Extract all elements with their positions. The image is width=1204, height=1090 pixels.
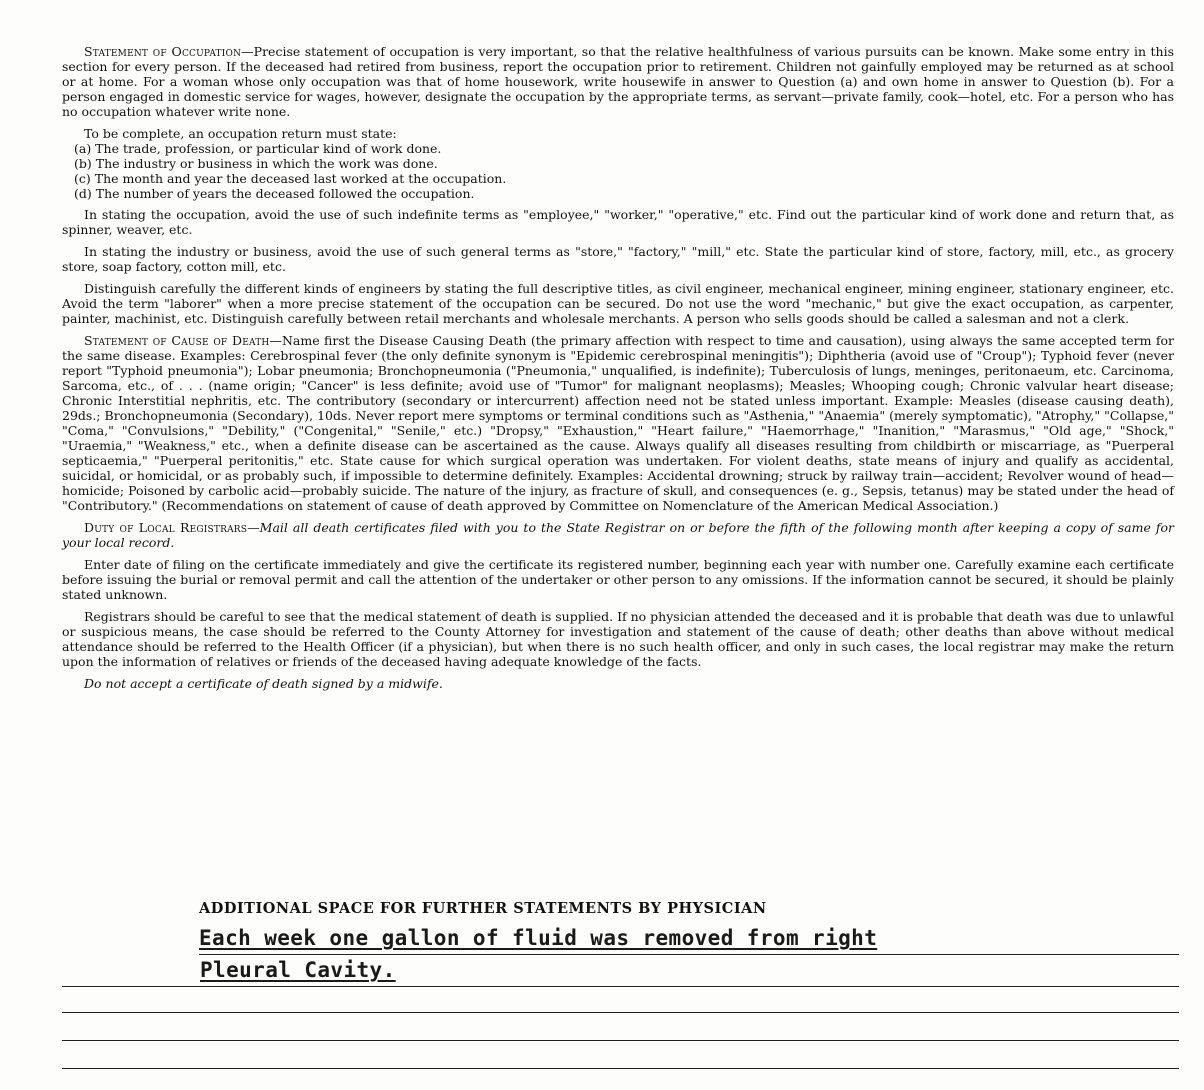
filing-paragraph: Enter date of filing on the certificate immediately and give the certificate its registered number, beginning each year with number one. Carefully examine each certificate before issuing the burial or removal permit and call the attention of the undertaker or other person to any omissions. If the information cannot be secured, it should be plainly stated unknown. bbox=[62, 557, 1174, 602]
requirement-item: (d) The number of years the deceased followed the occupation. bbox=[74, 186, 475, 201]
physician-statement-line-1: Each week one gallon of fluid was removed from right bbox=[199, 926, 878, 950]
occupation-paragraph bbox=[62, 44, 1174, 119]
cause-of-death-heading: Statement of Cause of Death bbox=[84, 333, 270, 348]
engineers-paragraph: Distinguish carefully the different kinds of engineers by stating the full descriptive titles, as civil engineer, mechanical engineer, mining engineer, stationary engineer, etc. Avoid the term "laborer" when a more precise statement of the occupation can be secured. Do not use the word "mechanic," but give the exact occupation, as carpenter, painter, machinist, etc. Distinguish carefully between retail merchants and wholesale merchants. A person who sells goods should be called a salesman and not a clerk. bbox=[62, 281, 1174, 326]
industry-terms-paragraph: In stating the industry or business, avoid the use of such general terms as "store," "factory," "mill," etc. State the particular kind of store, factory, mill, etc., as grocery store, soap factory, cotton mill, etc. bbox=[62, 244, 1174, 274]
requirement-item: (b) The industry or business in which the work was done. bbox=[74, 156, 438, 171]
requirement-item: (c) The month and year the deceased last worked at the occupation. bbox=[74, 171, 507, 186]
registrars-heading: Duty of Local Registrars bbox=[84, 520, 248, 535]
form-rule bbox=[62, 1012, 1179, 1013]
cause-of-death-text: —Name first the Disease Causing Death (the primary affection with respect to time and causation), using always the same accepted term for the same disease. Examples: Cerebrospinal fever (the only definite synonym is "Epidemic cerebrospinal meningitis"); Diphtheria (avoid use of "Croup"); Typhoid fever (never report "Typhoid pneumonia"); Lobar pneumonia; Bronchopneumonia ("Pneumonia," unqualified, is indefinite); Tuberculosis of lungs, meninges, peritonaeum, etc. Carcinoma, Sarcoma, etc., of . . . (name origin; "Cancer" is less definite; avoid use of "Tumor" for malignant neoplasms); Measles; Whooping cough; Chronic valvular heart disease; Chronic Interstitial nephritis, etc. The contributory (secondary or intercurrent) affection need not be stated unless important. Example: Measles (disease causing death), 29ds.; Bronchopneumonia (Secondary), 10ds. Never report mere symptoms or terminal conditions such as "Asthenia," "Anaemia" (merely symptomatic), "Atrophy," "Collapse," "Coma," "Convulsions," "Debility," ("Congenital," "Senile," etc.) "Dropsy," "Exhaustion," "Heart failure," "Haemorrhage," "Inanition," "Marasmus," "Old age," "Shock," "Uraemia," "Weakness," etc., when a definite disease can be ascertained as the cause. Always qualify all diseases resulting from childbirth or miscarriage, as "Puerperal septicaemia," "Puerperal peritonitis," etc. State cause for which surgical operation was undertaken. For violent deaths, state means of injury and qualify as accidental, suicidal, or homicidal, or as probably such, if impossible to determine definitely. Examples: Accidental drowning; struck by railway train—accident; Revolver wound of head—homicide; Poisoned by carbolic acid—probably suicide. The nature of the injury, as fracture of skull, and consequences (e. g., Sepsis, tetanus) may be stated under the head of "Contributory." (Recommendations on statement of cause of death approved by Committee on Nomenclature of the American Medical Association.) bbox=[62, 333, 1174, 513]
registrars-text: —Mail all death certificates filed with you to the State Registrar on or before the fifth of the following month after keeping a copy of same for your local record. bbox=[62, 520, 1174, 550]
requirements-intro: To be complete, an occupation return must state: bbox=[84, 126, 397, 141]
registrars-paragraph bbox=[62, 520, 1174, 550]
cause-of-death-paragraph bbox=[62, 333, 1174, 513]
requirements-list bbox=[62, 141, 1174, 201]
form-rule bbox=[62, 1040, 1179, 1041]
additional-space-heading: ADDITIONAL SPACE FOR FURTHER STATEMENTS BY PHYSICIAN bbox=[199, 900, 767, 917]
occupation-text: —Precise statement of occupation is very important, so that the relative healthfulness of various pursuits can be known. Make some entry in this section for every person. If the deceased had retired from business, report the occupation prior to retirement. Children not gainfully employed may be returned as at school or at home. For a woman whose only occupation was that of home housework, write housewife in answer to Question (a) and own home in answer to Question (b). For a person engaged in domestic service for wages, however, designate the occupation by the appropriate terms, as servant—private family, cook—hotel, etc. For a person who has no occupation whatever write none. bbox=[62, 44, 1174, 119]
indefinite-terms-paragraph: In stating the occupation, avoid the use of such indefinite terms as "employee," "worker," "operative," etc. Find out the particular kind of work done and return that, as spinner, weaver, etc. bbox=[62, 207, 1174, 237]
occupation-heading: Statement of Occupation bbox=[84, 44, 242, 59]
medical-statement-paragraph: Registrars should be careful to see that the medical statement of death is supplied. If no physician attended the deceased and it is probable that death was due to unlawful or suspicious means, the case should be referred to the County Attorney for investigation and statement of the cause of death; other deaths than above without medical attendance should be referred to the Health Officer (if a physician), but when there is no such health officer, and only in such cases, the local registrar may make the return upon the information of relatives or friends of the deceased having adequate knowledge of the facts. bbox=[62, 609, 1174, 669]
physician-statement-line-2: Pleural Cavity. bbox=[200, 958, 396, 982]
midwife-notice: Do not accept a certificate of death signed by a midwife. bbox=[84, 676, 443, 691]
form-rule bbox=[62, 1068, 1179, 1069]
form-rule bbox=[199, 954, 1179, 955]
requirement-item: (a) The trade, profession, or particular kind of work done. bbox=[74, 141, 442, 156]
form-rule bbox=[62, 986, 1179, 987]
